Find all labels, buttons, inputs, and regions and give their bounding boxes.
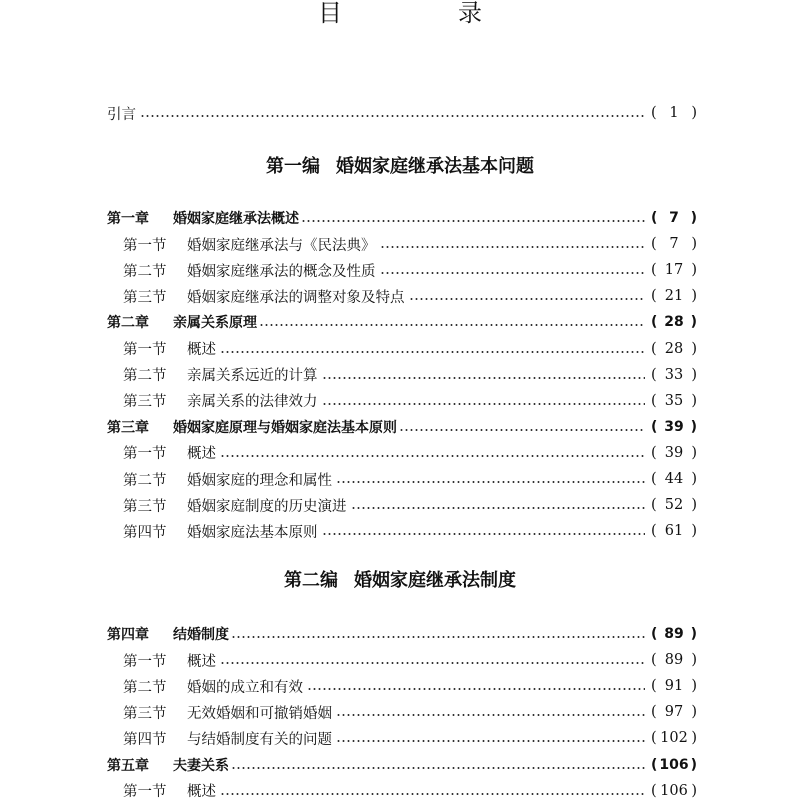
paren-close: ) xyxy=(691,730,697,747)
page-ref xyxy=(651,445,697,461)
paren-close: ) xyxy=(691,262,697,279)
page-ref xyxy=(651,757,697,773)
page-number: 97 xyxy=(664,704,684,721)
dot-leader xyxy=(259,324,645,326)
entry-label xyxy=(107,755,229,775)
page-number: 33 xyxy=(664,366,684,383)
paren-open: ( xyxy=(651,704,657,721)
paren-open: ( xyxy=(651,444,657,461)
toc-section-row[interactable] xyxy=(123,232,697,256)
chapter-number: 第四章 xyxy=(107,627,149,643)
page-number: 44 xyxy=(664,471,684,487)
toc-chapter-row[interactable] xyxy=(107,622,697,646)
page-ref xyxy=(651,497,697,513)
section-title: 亲属关系的法律效力 xyxy=(187,394,318,411)
toc-section-row[interactable] xyxy=(123,726,697,750)
page-number: 28 xyxy=(664,340,684,357)
section-number: 第二节 xyxy=(123,263,167,280)
section-number: 第三节 xyxy=(123,289,167,306)
part-number: 第一编 xyxy=(266,156,320,177)
paren-close: ) xyxy=(690,210,697,226)
paren-close: ) xyxy=(691,652,697,669)
entry-label xyxy=(123,521,318,542)
page-ref xyxy=(651,341,697,357)
toc-section-row[interactable] xyxy=(123,337,697,361)
paren-close: ) xyxy=(691,497,697,514)
toc-chapter-row[interactable] xyxy=(107,206,697,230)
section-number: 第四节 xyxy=(123,524,167,541)
paren-open: ( xyxy=(651,340,657,357)
dot-leader xyxy=(380,246,646,248)
paren-open: ( xyxy=(651,262,657,279)
paren-open: ( xyxy=(651,366,657,383)
entry-label xyxy=(107,208,299,228)
page-ref xyxy=(651,236,697,252)
paren-close: ) xyxy=(690,626,697,642)
entry-label xyxy=(123,260,376,281)
page-number: 39 xyxy=(664,444,684,461)
dot-leader xyxy=(301,220,645,222)
section-title: 婚姻家庭制度的历史演进 xyxy=(187,498,347,515)
dot-leader xyxy=(322,377,646,379)
page-ref xyxy=(651,367,697,383)
page-ref xyxy=(651,210,697,226)
page-number: 89 xyxy=(664,652,684,669)
section-title: 无效婚姻和可撤销婚姻 xyxy=(187,705,332,722)
toc-chapter-row[interactable] xyxy=(107,753,697,777)
paren-open: ( xyxy=(651,756,658,773)
entry-label xyxy=(123,780,216,801)
section-title: 婚姻家庭继承法与《民法典》 xyxy=(187,237,376,254)
toc-intro-row[interactable] xyxy=(107,101,697,125)
paren-open: ( xyxy=(651,626,658,642)
paren-open: ( xyxy=(651,471,657,487)
page-ref xyxy=(651,105,697,121)
toc-section-row[interactable] xyxy=(123,519,697,543)
section-number: 第二节 xyxy=(123,472,167,489)
section-number: 第二节 xyxy=(123,679,167,696)
toc-section-row[interactable] xyxy=(123,779,697,803)
toc-section-row[interactable] xyxy=(123,389,697,413)
page-ref xyxy=(651,652,697,668)
page-ref xyxy=(651,704,697,720)
chapter-title: 婚姻家庭原理与婚姻家庭法基本原则 xyxy=(173,419,397,436)
paren-open: ( xyxy=(651,210,658,226)
section-title: 婚姻的成立和有效 xyxy=(187,679,303,696)
page-number: 17 xyxy=(664,262,684,279)
dot-leader xyxy=(351,507,646,509)
paren-close: ) xyxy=(690,418,697,435)
paren-close: ) xyxy=(691,471,697,487)
section-number: 第一节 xyxy=(123,237,167,254)
page-ref xyxy=(651,262,697,278)
section-title: 概述 xyxy=(187,653,216,670)
paren-open: ( xyxy=(651,523,657,540)
paren-open: ( xyxy=(651,392,657,409)
page-number: 39 xyxy=(664,418,684,435)
page-number: 52 xyxy=(664,497,684,514)
toc-section-row[interactable] xyxy=(123,648,697,672)
entry-label xyxy=(123,286,405,307)
page-ref xyxy=(651,471,697,487)
chapter-number: 第一章 xyxy=(107,211,149,227)
paren-close: ) xyxy=(691,236,697,253)
entry-label xyxy=(123,728,332,749)
paren-open: ( xyxy=(651,105,657,121)
section-number: 第二节 xyxy=(123,368,167,385)
part-number: 第二编 xyxy=(284,570,338,591)
page-number: 1 xyxy=(669,105,679,121)
entry-label xyxy=(107,417,397,437)
chapter-title: 婚姻家庭继承法概述 xyxy=(173,211,299,227)
paren-close: ) xyxy=(691,366,697,383)
section-title: 婚姻家庭继承法的概念及性质 xyxy=(187,263,376,280)
paren-close: ) xyxy=(691,105,697,121)
paren-open: ( xyxy=(651,497,657,514)
dot-leader xyxy=(336,481,645,483)
page-number: 102 xyxy=(660,730,688,747)
dot-leader xyxy=(231,767,645,769)
dot-leader xyxy=(336,740,645,742)
page-ref xyxy=(651,419,697,435)
page-ref xyxy=(651,288,697,304)
toc-section-row[interactable] xyxy=(123,258,697,282)
toc-section-row[interactable] xyxy=(123,441,697,465)
entry-label xyxy=(123,442,216,463)
toc-section-row[interactable] xyxy=(123,493,697,517)
page-ref xyxy=(651,523,697,539)
page-number: 35 xyxy=(664,392,684,409)
page-number: 7 xyxy=(669,236,679,253)
paren-open: ( xyxy=(651,236,657,253)
toc-chapter-row[interactable] xyxy=(107,415,697,439)
entry-label xyxy=(123,702,332,723)
section-number: 第三节 xyxy=(123,705,167,722)
part-title: 婚姻家庭继承法基本问题 xyxy=(336,156,534,177)
dot-leader xyxy=(322,533,646,535)
dot-leader xyxy=(409,298,646,300)
section-title: 概述 xyxy=(187,784,216,801)
page-number: 61 xyxy=(664,523,684,540)
paren-open: ( xyxy=(651,782,657,799)
section-number: 第一节 xyxy=(123,653,167,670)
chapter-number: 第二章 xyxy=(107,315,149,332)
entry-label xyxy=(123,495,347,516)
chapter-number: 第三章 xyxy=(107,419,149,436)
entry-label xyxy=(107,624,229,644)
page-title: 目 录 xyxy=(318,0,528,27)
part-heading xyxy=(0,569,800,593)
entry-label xyxy=(123,469,332,490)
entry-label xyxy=(123,364,318,385)
page-number: 28 xyxy=(664,314,684,331)
paren-close: ) xyxy=(691,782,697,799)
section-number: 第三节 xyxy=(123,498,167,515)
dot-leader xyxy=(307,688,645,690)
page-ref xyxy=(651,626,697,642)
toc-section-row[interactable] xyxy=(123,284,697,308)
section-number: 第三节 xyxy=(123,394,167,411)
paren-open: ( xyxy=(651,678,657,695)
dot-leader xyxy=(220,351,645,353)
page-ref xyxy=(651,314,697,330)
part-heading xyxy=(0,155,800,179)
entry-label xyxy=(123,338,216,359)
entry-label xyxy=(123,650,216,671)
paren-close: ) xyxy=(691,340,697,357)
chapter-number: 第五章 xyxy=(107,757,149,774)
paren-open: ( xyxy=(651,652,657,669)
page-ref xyxy=(651,393,697,409)
paren-close: ) xyxy=(691,392,697,409)
dot-leader xyxy=(220,793,645,795)
entry-label xyxy=(123,390,318,411)
chapter-title: 结婚制度 xyxy=(173,627,229,643)
section-title: 亲属关系远近的计算 xyxy=(187,368,318,385)
section-title: 概述 xyxy=(187,446,216,463)
page-number: 89 xyxy=(664,626,684,642)
dot-leader xyxy=(399,429,645,431)
page-number: 106 xyxy=(659,756,689,773)
page-number: 91 xyxy=(664,678,684,695)
paren-open: ( xyxy=(651,418,658,435)
toc-chapter-row[interactable] xyxy=(107,310,697,334)
dot-leader xyxy=(336,714,645,716)
section-title: 概述 xyxy=(187,342,216,358)
toc-section-row[interactable] xyxy=(123,467,697,491)
paren-close: ) xyxy=(690,314,697,331)
section-title: 婚姻家庭法基本原则 xyxy=(187,524,318,541)
paren-open: ( xyxy=(651,288,657,305)
chapter-title: 亲属关系原理 xyxy=(173,315,257,332)
section-title: 与结婚制度有关的问题 xyxy=(187,731,332,748)
intro-title: 引言 xyxy=(107,106,136,123)
page-number: 21 xyxy=(664,288,684,305)
paren-open: ( xyxy=(651,314,658,331)
paren-close: ) xyxy=(691,523,697,540)
dot-leader xyxy=(140,115,645,117)
section-number: 第四节 xyxy=(123,731,167,748)
paren-close: ) xyxy=(690,756,697,773)
dot-leader xyxy=(231,636,645,638)
dot-leader xyxy=(322,403,646,405)
toc-section-row[interactable] xyxy=(123,700,697,724)
page-ref xyxy=(651,730,697,746)
page-ref xyxy=(651,678,697,694)
section-number: 第一节 xyxy=(123,446,167,463)
page-number: 7 xyxy=(669,210,679,226)
dot-leader xyxy=(220,662,645,664)
part-title: 婚姻家庭继承法制度 xyxy=(354,570,516,591)
paren-close: ) xyxy=(691,444,697,461)
paren-close: ) xyxy=(691,678,697,695)
paren-open: ( xyxy=(651,730,657,747)
section-title: 婚姻家庭的理念和属性 xyxy=(187,472,332,489)
toc-section-row[interactable] xyxy=(123,674,697,698)
entry-label xyxy=(123,234,376,255)
section-number: 第一节 xyxy=(123,342,167,358)
paren-close: ) xyxy=(691,704,697,721)
dot-leader xyxy=(380,272,646,274)
section-title: 婚姻家庭继承法的调整对象及特点 xyxy=(187,289,405,306)
chapter-title: 夫妻关系 xyxy=(173,757,229,774)
section-number: 第一节 xyxy=(123,784,167,801)
page-ref xyxy=(651,783,697,799)
page-number: 106 xyxy=(660,782,688,799)
entry-label xyxy=(123,676,303,697)
paren-close: ) xyxy=(691,288,697,305)
dot-leader xyxy=(220,455,645,457)
entry-label xyxy=(107,312,257,332)
toc-section-row[interactable] xyxy=(123,363,697,387)
entry-label xyxy=(107,103,136,124)
